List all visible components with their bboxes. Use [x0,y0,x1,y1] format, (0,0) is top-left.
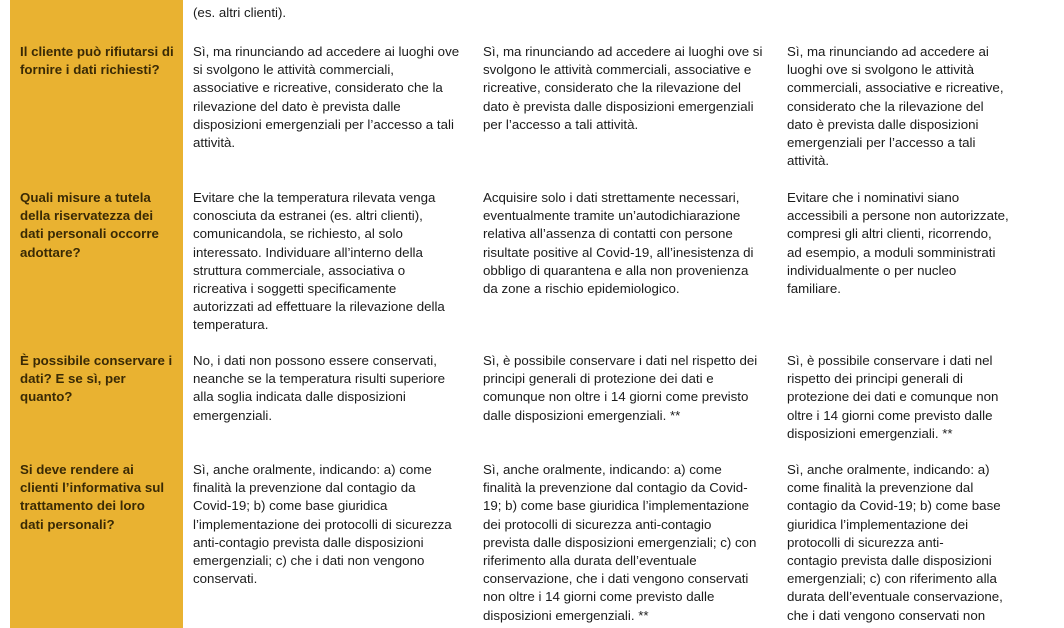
cell-cut-top-col1: (es. altri clienti). [193,5,287,20]
answer-col2-data-retention: Sì, è possibile conservare i dati nel rispetto dei principi generali di protezione dei dati e comunque non oltre i 14 giorni come previsto dalle disposizioni emergenziali. ** [483,353,758,423]
answer-col3-privacy-notice: Sì, anche oralmente, indicando: a) come finalità la prevenzione dal contagio da Covid-19; b) come base giuridica l’implementazione dei protocolli di sicurezza anti- contagio prevista dalle disposizioni emergenziali; c) con riferimento alla durata dell’eventuale conservazione, che i dati vengono conservati non [787,462,1003,623]
question-refuse-data: Il cliente può rifiutarsi di fornire i dati richiesti? [20,44,174,78]
question-privacy-measures: Quali misure a tutela della riservatezza dei dati personali occorre adottare? [20,190,159,260]
answer-col1-privacy-measures: Evitare che la temperatura rilevata venga conosciuta da estranei (es. altri clienti), comunicandola, se richiesto, al solo interessato. Individuare all’interno della struttura commerciale, associativa o ricreativa i soggetti specificamente autorizzati ad effettuare la rilevazione della temperatura. [193,190,445,333]
answer-col3-refuse-data: Sì, ma rinunciando ad accedere ai luoghi ove si svolgono le attività commerciali, associative e ricreative, considerato che la rilevazione del dato è prevista dalle disposizioni emergenziali per l’accesso a tali attività. [787,44,1004,169]
answer-col3-privacy-measures: Evitare che i nominativi siano accessibili a persone non autorizzate, compresi gli altri clienti, ricorrendo, ad esempio, a moduli somministrati individualmente o per nucleo familiare. [787,190,1009,297]
answer-col1-data-retention: No, i dati non possono essere conservati, neanche se la temperatura risulti superiore alla soglia indicata dalle disposizioni emergenziali. [193,353,446,423]
answer-col2-privacy-notice: Sì, anche oralmente, indicando: a) come finalità la prevenzione dal contagio da Covid- 19; b) come base giuridica l’implementazione dei protocolli di sicurezza anti-contagio prevista dalle disposizioni emergenziali; c) con riferimento alla durata dell’eventuale conservazione, che i dati vengono conservati non oltre i 14 giorni come previsto dalle disposizioni emergenziali. ** [483,462,757,623]
answer-col2-privacy-measures: Acquisire solo i dati strettamente necessari, eventualmente tramite un’autodichiarazione relativa all’assenza di contatti con persone risultate positive al Covid-19, all’inesistenza di obbligo di quarantena e alla non provenienza da zone a rischio epidemiologico. [483,190,754,297]
question-privacy-notice: Si deve rendere ai clienti l’informativa sul trattamento dei loro dati personali? [20,462,165,532]
answer-col1-refuse-data: Sì, ma rinunciando ad accedere ai luoghi ove si svolgono le attività commerciali, associative e ricreative, considerato che la rilevazione del dato è prevista dalle disposizioni emergenziali per l’accesso a tali attività. [193,44,460,151]
answer-col1-privacy-notice: Sì, anche oralmente, indicando: a) come finalità la prevenzione dal contagio da Covid-19; b) come base giuridica l’implementazione dei protocolli di sicurezza anti-contagio prevista dalle disposizioni emergenziali; c) che i dati non vengono conservati. [193,462,452,587]
question-data-retention: È possibile conservare i dati? E se sì, per quanto? [20,353,173,405]
answer-col2-refuse-data: Sì, ma rinunciando ad accedere ai luoghi ove si svolgono le attività commerciali, associative e ricreative, considerato che la rilevazione del dato è prevista dalle disposizioni emergenziali per l’accesso a tali attività. [483,44,763,132]
answer-col3-data-retention: Sì, è possibile conservare i dati nel rispetto dei principi generali di protezione dei dati e comunque non oltre i 14 giorni come previsto dalle disposizioni emergenziali. ** [787,353,999,441]
